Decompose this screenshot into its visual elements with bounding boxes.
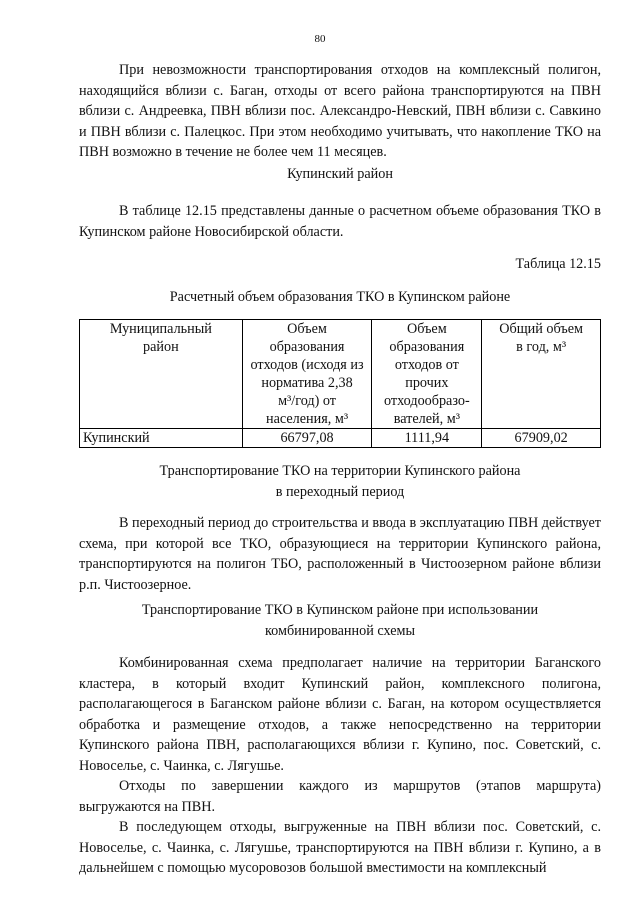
cell-total-volume: 67909,02 <box>482 429 601 448</box>
table-row <box>80 429 601 448</box>
volume-table <box>79 319 601 448</box>
combined-scheme-heading: Транспортирование ТКО в Купинском районе при использовании комбинированной схемы <box>141 602 539 639</box>
header-population-volume: Объем образования отходов (исходя из норматива 2,38 м³/год) от населения, м³ <box>242 320 372 429</box>
header-total-volume: Общий объем в год, м³ <box>482 320 601 429</box>
page-number: 80 <box>314 33 326 45</box>
cell-district: Купинский <box>80 429 243 448</box>
table-number: Таблица 12.15 <box>515 256 601 272</box>
header-other-volume: Объем образования отходов от прочих отходообразо- вателей, м³ <box>372 320 482 429</box>
table-header-row <box>80 320 601 429</box>
cell-other-volume: 1111,94 <box>372 429 482 448</box>
transition-heading: Транспортирование ТКО на территории Купинского района в переходный период <box>159 463 521 500</box>
combined-paragraph-3: В последующем отходы, выгруженные на ПВН вблизи пос. Советский, с. Новоселье, с. Чаинка, с. Лягушье, транспортируются на ПВН вблизи г. Купино, а в дальнейшем с помощью мусоровозов большой вместимости на комплексный <box>79 819 601 876</box>
table-title: Расчетный объем образования ТКО в Купинском районе <box>169 289 511 305</box>
combined-paragraph-1: Комбинированная схема предполагает наличие на территории Баганского кластера, в который входит Купинский район, комплексного полигона, располагающегося в Баганском районе вблизи с. Баган, на котором осуществляется обработка и размещение отходов, а также непосредственно на территории Купинского района ПВН, располагающихся вблизи г. Купино, пос. Советский, с. Новоселье, с. Чаинка, с. Лягушье. <box>79 655 601 774</box>
transition-paragraph: В переходный период до строительства и ввода в эксплуатацию ПВН действует схема, при которой все ТКО, образующиеся на территории Купинского района, транспортируются на полигон ТБО, расположенный в Чистоозерном районе вблизи р.п. Чистоозерное. <box>79 515 601 593</box>
district-heading: Купинский район <box>287 166 393 182</box>
combined-paragraph-2: Отходы по завершении каждого из маршрутов (этапов маршрута) выгружаются на ПВН. <box>79 778 601 815</box>
combined-scheme-text <box>79 653 601 879</box>
intro-paragraph: При невозможности транспортирования отходов на комплексный полигон, находящийся вблизи с. Баган, отходы от всего района транспортируются на ПВН вблизи с. Андреевка, ПВН вблизи пос. Александро-Невский, ПВН вблизи с. Савкино и ПВН вблизи с. Палецкос. При этом необходимо учитывать, что накопление ТКО на ПВН возможно в течение не более чем 11 месяцев. <box>79 62 601 160</box>
header-municipal-district: Муниципальный район <box>80 320 243 429</box>
cell-population-volume: 66797,08 <box>242 429 372 448</box>
table-intro-paragraph: В таблице 12.15 представлены данные о расчетном объеме образования ТКО в Купинском районе Новосибирской области. <box>79 203 601 240</box>
